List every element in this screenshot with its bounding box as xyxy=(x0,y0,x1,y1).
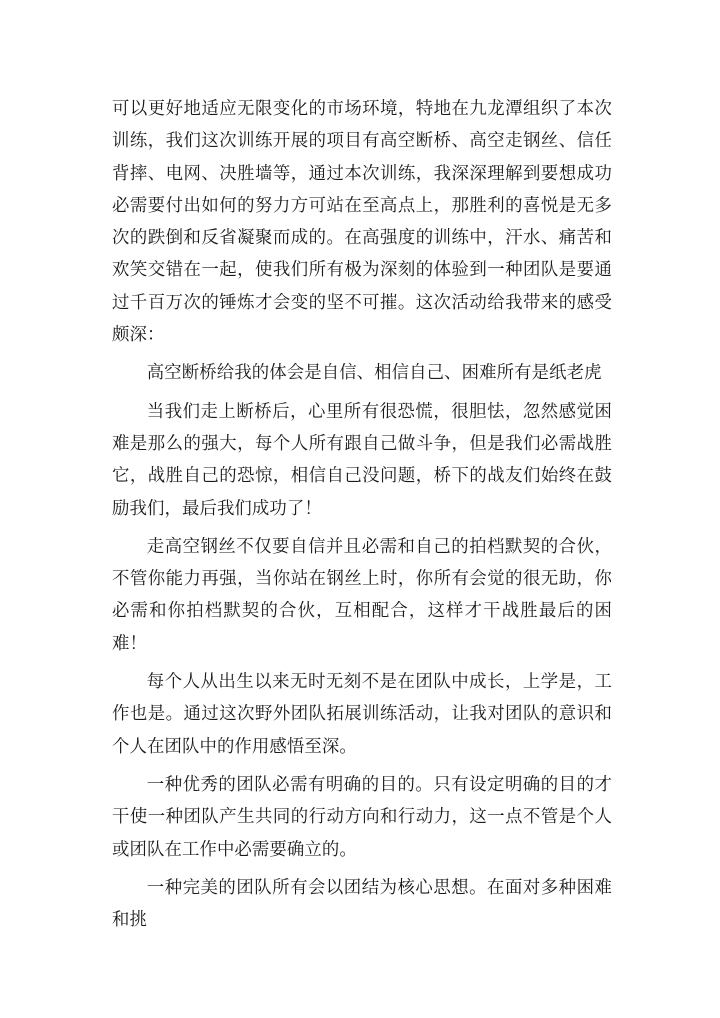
document-body xyxy=(112,93,612,942)
paragraph: 每个人从出生以来无时无刻不是在团队中成长，上学是，工作也是。通过这次野外团队拓展训练活动，让我对团队的意识和个人在团队中的作用感悟至深。 xyxy=(112,672,612,757)
paragraph: 可以更好地适应无限变化的市场环境，特地在九龙潭组织了本次训练，我们这次训练开展的项目有高空断桥、高空走钢丝、信任背摔、电网、决胜墙等，通过本次训练，我深深理解到要想成功必需要付出如何的努力方可站在至高点上，那胜利的喜悦是无多次的跌倒和反省凝聚而成的。在高强度的训练中，汗水、痛苦和欢笑交错在一起，使我们所有极为深刻的体验到一种团队是要通过千百万次的锤炼才会变的坚不可摧。这次活动给我带来的感受颇深： xyxy=(112,99,612,346)
paragraph: 当我们走上断桥后，心里所有很恐慌，很胆怯，忽然感觉困难是那么的强大，每个人所有跟自己做斗争，但是我们必需战胜它，战胜自己的恐惊，相信自己没问题，桥下的战友们始终在鼓励我们，最后我们成功了！ xyxy=(112,401,612,519)
paragraph: 一种优秀的团队必需有明确的目的。只有设定明确的目的才干使一种团队产生共同的行动方向和行动力，这一点不管是个人或团队在工作中必需要确立的。 xyxy=(112,774,612,860)
paragraph-heading: 高空断桥给我的体会是自信、相信自己、困难所有是纸老虎 xyxy=(146,363,602,384)
paragraph: 一种完美的团队所有会以团结为核心思想。在面对多种困难和挑 xyxy=(112,877,612,931)
paragraph: 走高空钢丝不仅要自信并且必需和自己的拍档默契的合伙，不管你能力再强，当你站在钢丝上时，你所有会觉的很无助，你必需和你拍档默契的合伙，互相配合，这样才干战胜最后的困难！ xyxy=(112,536,612,654)
